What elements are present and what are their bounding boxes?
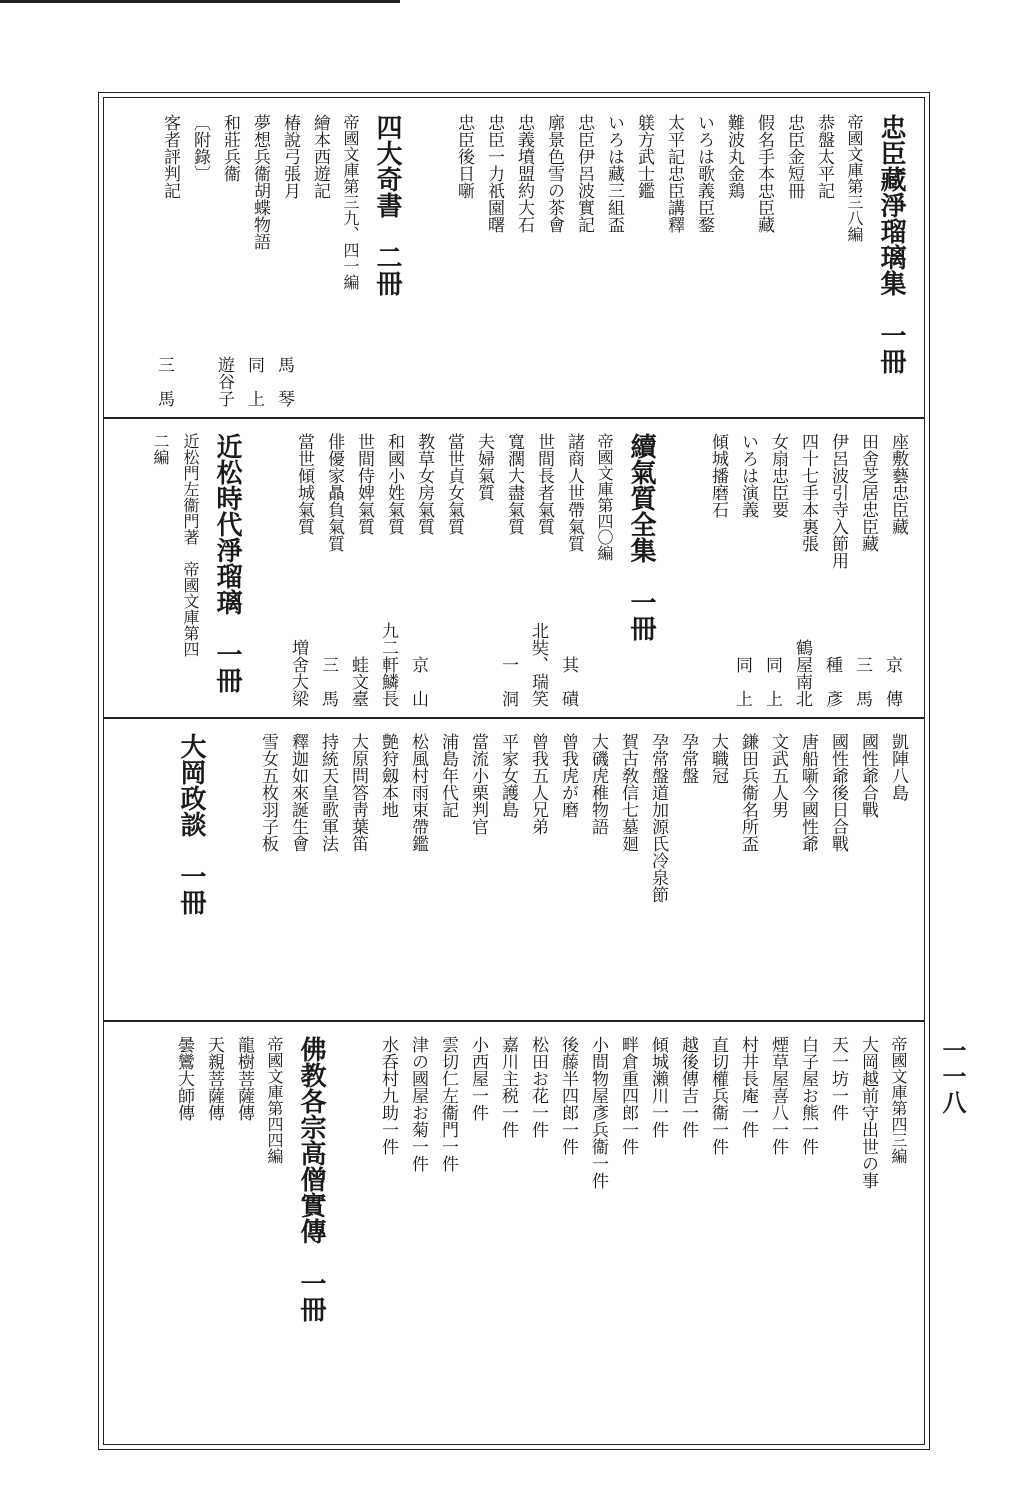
author-note: 三 馬 bbox=[154, 356, 174, 407]
collection-subtitle: 帝國文庫第三九、四一編 bbox=[341, 114, 360, 290]
work-entry: 大岡越前守出世の事 bbox=[858, 1036, 878, 1189]
collection-subtitle: 近松門左衞門著 帝國文庫第四 bbox=[181, 433, 200, 657]
work-entry: 曇鸞大師傳 bbox=[174, 1036, 194, 1121]
author-note: 鶴屋南北 bbox=[792, 639, 812, 707]
column-gap bbox=[406, 114, 446, 417]
catalog-band-1 bbox=[104, 98, 924, 417]
work-entry: 忠臣後日噺 bbox=[454, 114, 474, 199]
work-entry: 後藤半四郎一件 bbox=[558, 1036, 578, 1155]
work-entry: 田舍芝居忠臣藏 bbox=[858, 433, 878, 552]
work-entry: 津の國屋お菊一件 bbox=[408, 1036, 428, 1172]
work-entry: 大職冠 bbox=[708, 733, 728, 784]
work-entry: 四十七手本裏張 bbox=[798, 433, 818, 552]
work-entry: 釋迦如來誕生會 bbox=[288, 733, 308, 852]
collection-title: 忠臣藏淨瑠璃集 一冊 bbox=[876, 114, 906, 374]
collection-title: 大岡政談 一冊 bbox=[176, 733, 206, 915]
work-entry: 座敷藝忠臣藏 bbox=[888, 433, 908, 535]
author-note: 遊谷子 bbox=[214, 356, 234, 407]
work-entry: 畔倉重四郎一件 bbox=[618, 1036, 638, 1155]
author-note: 北奘、瑞笑 bbox=[528, 622, 548, 707]
work-entry: 世間長者氣質 bbox=[534, 433, 554, 535]
work-entry: 凱陣八島 bbox=[888, 733, 908, 801]
work-entry: 和國小姓氣質 bbox=[384, 433, 404, 535]
work-entry: 孕常盤道加源氏冷泉節 bbox=[648, 733, 668, 903]
author-note: 三 馬 bbox=[852, 656, 872, 707]
work-entry: 小西屋一件 bbox=[468, 1036, 488, 1121]
work-entry: 忠臣一力祇園曙 bbox=[484, 114, 504, 233]
collection-subtitle: 帝國文庫第四〇編 bbox=[595, 433, 614, 561]
work-entry: 浦島年代記 bbox=[438, 733, 458, 818]
work-entry: 和莊兵衞 bbox=[220, 114, 240, 182]
work-entry: 唐船噺今國性爺 bbox=[798, 733, 818, 852]
work-entry: 廓景色雪の茶會 bbox=[544, 114, 564, 233]
work-entry: 客者評判記 bbox=[160, 114, 180, 199]
work-entry: 傾城播磨石 bbox=[708, 433, 728, 518]
author-note: 増舍大梁 bbox=[288, 639, 308, 707]
work-entry: 諸商人世帶氣質 bbox=[564, 433, 584, 552]
work-entry: 椿說弓張月 bbox=[280, 114, 300, 199]
catalog-band-2 bbox=[104, 417, 924, 717]
work-entry: 雪女五枚羽子板 bbox=[258, 733, 278, 852]
work-entry: 忠義墳盟約大石 bbox=[514, 114, 534, 233]
work-entry: 天親菩薩傳 bbox=[204, 1036, 224, 1121]
work-entry: 大磯虎稚物語 bbox=[588, 733, 608, 835]
page-number: 一一八 bbox=[938, 1038, 967, 1116]
collection-title: 近松時代淨瑠璃 一冊 bbox=[212, 433, 242, 693]
work-entry: 嘉川主税一件 bbox=[498, 1036, 518, 1138]
work-entry: いろは演義 bbox=[738, 433, 758, 518]
catalog-band-4 bbox=[104, 1020, 924, 1444]
work-entry: 文武五人男 bbox=[768, 733, 788, 818]
work-entry: 忠臣伊呂波實記 bbox=[574, 114, 594, 233]
work-entry: 國性爺合戰 bbox=[858, 733, 878, 818]
work-entry: 松風村雨束帶鑑 bbox=[408, 733, 428, 852]
catalog-frame bbox=[103, 97, 925, 1445]
work-entry: 假名手本忠臣藏 bbox=[754, 114, 774, 233]
collection-subtitle: 帝國文庫第四四編 bbox=[265, 1036, 284, 1164]
author-note: 一 洞 bbox=[498, 656, 518, 707]
collection-title: 續氣質全集 一冊 bbox=[626, 433, 656, 641]
column-gap bbox=[660, 433, 700, 717]
collection-subtitle: 帝國文庫第四三編 bbox=[889, 1036, 908, 1164]
work-entry: 雲切仁左衞門一件 bbox=[438, 1036, 458, 1172]
author-note: 同 上 bbox=[762, 656, 782, 707]
author-note: 蛙文臺 bbox=[348, 656, 368, 707]
work-entry: 〔附錄〕 bbox=[190, 114, 210, 182]
top-rule bbox=[0, 0, 400, 3]
work-entry: 小間物屋彥兵衞一件 bbox=[588, 1036, 608, 1189]
work-entry: 持統天皇歌軍法 bbox=[318, 733, 338, 852]
work-entry: いろは歌義臣鍪 bbox=[694, 114, 714, 233]
work-entry: 松田お花一件 bbox=[528, 1036, 548, 1138]
work-entry: 當世傾城氣質 bbox=[294, 433, 314, 535]
work-entry: 難波丸金鶏 bbox=[724, 114, 744, 199]
work-entry: 傾城瀨川一件 bbox=[648, 1036, 668, 1138]
author-note: 三 馬 bbox=[318, 656, 338, 707]
author-note: 京 傳 bbox=[882, 656, 902, 707]
author-note: 同 上 bbox=[244, 356, 264, 407]
work-entry: 俳優家贔負氣質 bbox=[324, 433, 344, 552]
work-entry: 越後傳吉一件 bbox=[678, 1036, 698, 1138]
work-entry: 孕常盤 bbox=[678, 733, 698, 784]
column-gap bbox=[210, 733, 250, 1020]
work-entry: 太平記忠臣講釋 bbox=[664, 114, 684, 233]
work-entry: 村井長庵一件 bbox=[738, 1036, 758, 1138]
author-note: 九二軒鱗長 bbox=[378, 622, 398, 707]
work-entry: 夫婦氣質 bbox=[474, 433, 494, 501]
work-entry: 女扇忠臣要 bbox=[768, 433, 788, 518]
collection-title: 四大奇書 二冊 bbox=[372, 114, 402, 296]
collection-subtitle: 帝國文庫第三八編 bbox=[845, 114, 864, 242]
work-entry: 天一坊一件 bbox=[828, 1036, 848, 1121]
author-note: 其 磧 bbox=[558, 656, 578, 707]
work-entry: 當流小栗判官 bbox=[468, 733, 488, 835]
work-entry: 直切權兵衞一件 bbox=[708, 1036, 728, 1155]
work-entry: 伊呂波引寺入節用 bbox=[828, 433, 848, 569]
work-entry: 龍樹菩薩傳 bbox=[234, 1036, 254, 1121]
work-entry: 曾我五人兄弟 bbox=[528, 733, 548, 835]
work-entry: 艶狩劔本地 bbox=[378, 733, 398, 818]
work-entry: 大原問答靑葉笛 bbox=[348, 733, 368, 852]
work-entry: 曾我虎が磨 bbox=[558, 733, 578, 818]
work-entry: 國性爺後日合戰 bbox=[828, 733, 848, 852]
work-entry: 賀古敎信七墓廻 bbox=[618, 733, 638, 852]
work-entry: 當世貞女氣質 bbox=[444, 433, 464, 535]
work-entry: 繪本西遊記 bbox=[310, 114, 330, 199]
work-entry: 白子屋お熊一件 bbox=[798, 1036, 818, 1155]
column-gap bbox=[246, 433, 286, 717]
author-note: 馬 琴 bbox=[274, 356, 294, 407]
work-entry: いろは藏三組盃 bbox=[604, 114, 624, 233]
collection-subtitle: 二編 bbox=[151, 433, 170, 465]
author-note: 京 山 bbox=[408, 656, 428, 707]
work-entry: 寬濶大盡氣質 bbox=[504, 433, 524, 535]
author-note: 同 上 bbox=[732, 656, 752, 707]
work-entry: 躾方武士鑑 bbox=[634, 114, 654, 199]
author-note: 種 彥 bbox=[822, 656, 842, 707]
work-entry: 夢想兵衞胡蝶物語 bbox=[250, 114, 270, 250]
work-entry: 水呑村九助一件 bbox=[378, 1036, 398, 1155]
work-entry: 教草女房氣質 bbox=[414, 433, 434, 535]
work-entry: 恭盤太平記 bbox=[814, 114, 834, 199]
work-entry: 平家女護島 bbox=[498, 733, 518, 818]
work-entry: 忠臣金短冊 bbox=[784, 114, 804, 199]
work-entry: 世間侍婢氣質 bbox=[354, 433, 374, 535]
work-entry: 煙草屋喜八一件 bbox=[768, 1036, 788, 1155]
collection-title: 佛教各宗高僧實傳 一冊 bbox=[296, 1036, 326, 1322]
work-entry: 鎌田兵衞名所盃 bbox=[738, 733, 758, 852]
column-gap bbox=[330, 1036, 370, 1444]
catalog-band-3 bbox=[104, 717, 924, 1020]
